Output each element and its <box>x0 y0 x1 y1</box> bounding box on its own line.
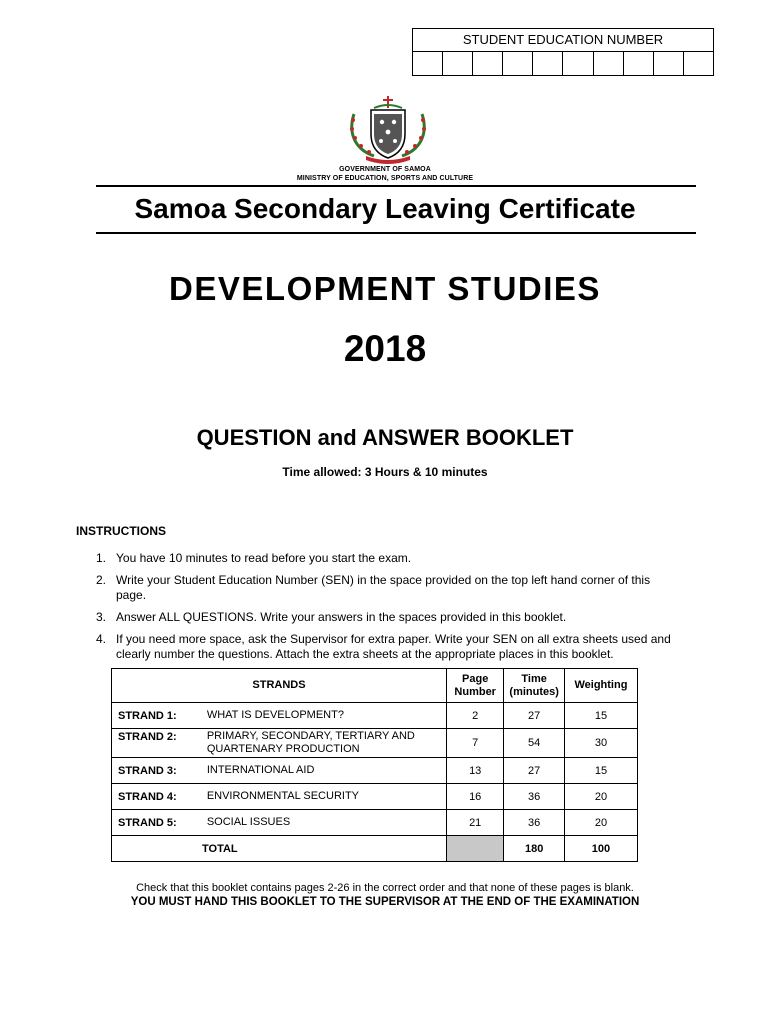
header-time: Time (minutes) <box>504 669 565 703</box>
strand-name: INTERNATIONAL AID <box>203 758 447 784</box>
ministry-label: MINISTRY OF EDUCATION, SPORTS AND CULTURE <box>296 175 474 182</box>
certificate-title: Samoa Secondary Leaving Certificate <box>134 193 636 224</box>
sen-digit-cell[interactable] <box>442 52 472 76</box>
sen-digit-cell[interactable] <box>413 52 442 76</box>
strand-time: 54 <box>504 729 565 758</box>
instruction-item <box>96 610 676 625</box>
sen-cells <box>413 52 713 76</box>
strand-code: STRAND 1: <box>112 703 203 729</box>
strand-code: STRAND 4: <box>112 784 203 810</box>
instruction-text: Answer ALL QUESTIONS. Write your answers in the spaces provided in this booklet. <box>116 610 567 624</box>
subject-title: DEVELOPMENT STUDIES <box>169 270 601 307</box>
strand-page: 16 <box>447 784 504 810</box>
page-check-note: Check that this booklet contains pages 2-26 in the correct order and that none of these pages is blank. <box>136 882 634 894</box>
table-header-row <box>112 669 638 703</box>
sen-digit-cell[interactable] <box>683 52 713 76</box>
strand-weighting: 20 <box>564 810 637 836</box>
table-row <box>112 703 638 729</box>
strand-page: 21 <box>447 810 504 836</box>
strand-time: 36 <box>504 810 565 836</box>
sen-digit-cell[interactable] <box>653 52 683 76</box>
table-row <box>112 810 638 836</box>
total-label: TOTAL <box>112 836 447 862</box>
strand-weighting: 15 <box>564 703 637 729</box>
sen-digit-cell[interactable] <box>593 52 623 76</box>
table-total-row <box>112 836 638 862</box>
strand-code: STRAND 5: <box>112 810 203 836</box>
bottom-divider <box>96 232 696 234</box>
strands-table <box>111 668 638 862</box>
instructions-list <box>96 551 676 669</box>
table-row <box>112 729 638 758</box>
instruction-number: 4. <box>96 632 107 646</box>
samoa-coat-of-arms-icon <box>344 94 432 164</box>
total-time: 180 <box>504 836 565 862</box>
time-allowed: Time allowed: 3 Hours & 10 minutes <box>282 465 488 479</box>
instruction-number: 2. <box>96 573 107 587</box>
sen-box <box>412 28 714 76</box>
instruction-item <box>96 573 676 603</box>
strand-weighting: 15 <box>564 758 637 784</box>
top-divider <box>96 185 696 187</box>
strand-page: 2 <box>447 703 504 729</box>
instruction-item <box>96 551 676 566</box>
total-weighting: 100 <box>564 836 637 862</box>
strand-name: ENVIRONMENTAL SECURITY <box>203 784 447 810</box>
instruction-item <box>96 632 676 662</box>
booklet-title: QUESTION and ANSWER BOOKLET <box>196 425 574 450</box>
table-row <box>112 758 638 784</box>
strand-code: STRAND 3: <box>112 758 203 784</box>
strand-page: 7 <box>447 729 504 758</box>
instruction-text: You have 10 minutes to read before you start the exam. <box>116 551 412 565</box>
strand-time: 27 <box>504 758 565 784</box>
strand-name: WHAT IS DEVELOPMENT? <box>203 703 447 729</box>
total-page-shaded <box>447 836 504 862</box>
strand-time: 27 <box>504 703 565 729</box>
exam-year: 2018 <box>343 328 427 369</box>
instruction-text: If you need more space, ask the Supervisor for extra paper. Write your SEN on all extra sheets used and clearly number the questions. Attach the extra sheets at the appropriate places in this booklet. <box>116 632 671 661</box>
header-page-number: Page Number <box>447 669 504 703</box>
strand-page: 13 <box>447 758 504 784</box>
hand-in-notice: YOU MUST HAND THIS BOOKLET TO THE SUPERVISOR AT THE END OF THE EXAMINATION <box>130 896 640 908</box>
instructions-heading: INSTRUCTIONS <box>76 524 166 538</box>
strand-time: 36 <box>504 784 565 810</box>
instruction-text: Write your Student Education Number (SEN) in the space provided on the top left hand corner of this page. <box>116 573 651 602</box>
sen-digit-cell[interactable] <box>623 52 653 76</box>
strand-name: SOCIAL ISSUES <box>203 810 447 836</box>
header-strands: STRANDS <box>112 669 447 703</box>
header-weighting: Weighting <box>564 669 637 703</box>
strand-name: PRIMARY, SECONDARY, TERTIARY AND QUARTENARY PRODUCTION <box>203 729 447 758</box>
instruction-number: 1. <box>96 551 107 565</box>
sen-digit-cell[interactable] <box>502 52 532 76</box>
strand-weighting: 20 <box>564 784 637 810</box>
sen-label: STUDENT EDUCATION NUMBER <box>413 29 713 52</box>
table-row <box>112 784 638 810</box>
government-label: GOVERNMENT OF SAMOA <box>339 166 431 173</box>
sen-digit-cell[interactable] <box>562 52 592 76</box>
sen-digit-cell[interactable] <box>532 52 562 76</box>
sen-digit-cell[interactable] <box>472 52 502 76</box>
strand-weighting: 30 <box>564 729 637 758</box>
instruction-number: 3. <box>96 610 107 624</box>
strand-code: STRAND 2: <box>112 729 203 758</box>
